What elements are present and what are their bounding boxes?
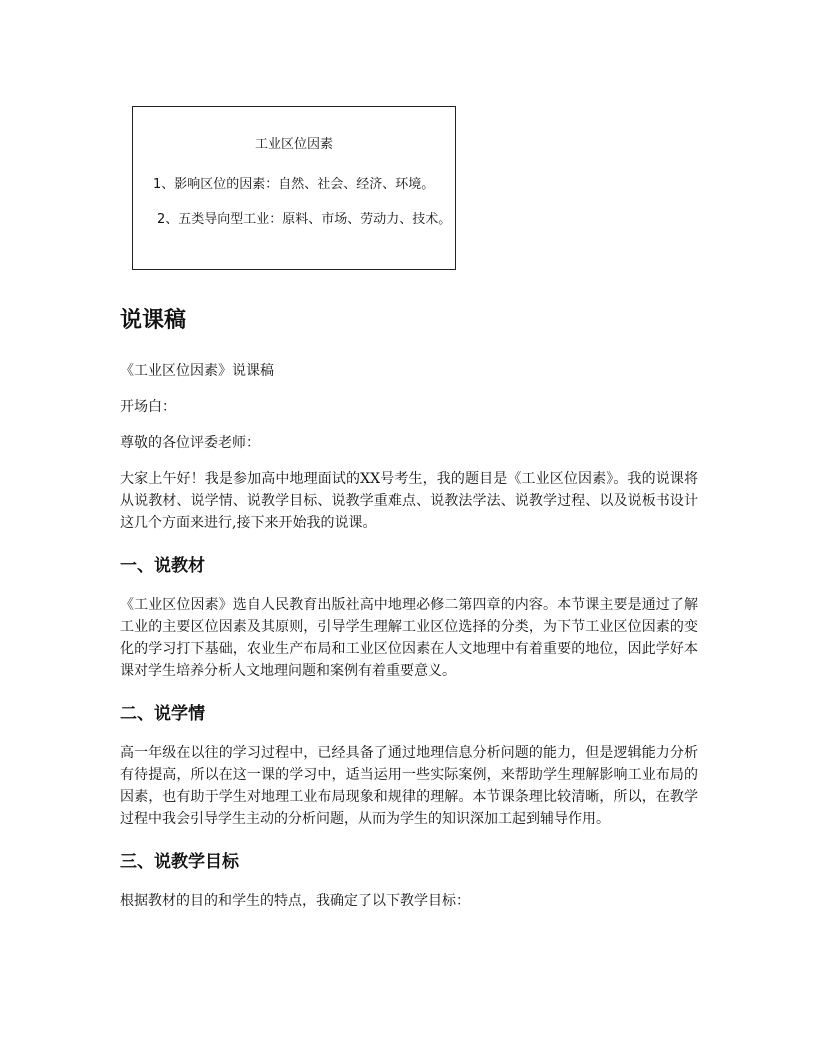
blackboard-design-box (132, 106, 456, 270)
opening-label: 开场白： (120, 399, 176, 415)
board-title: 工业区位因素 (254, 137, 333, 152)
document-body (120, 306, 698, 926)
board-line-industry-types: 2、五类导向型工业：原料、市场、劳动力、技术。 (157, 212, 452, 227)
document-subtitle: 《工业区位因素》说课稿 (120, 363, 274, 379)
section-heading-objectives: 三、说教学目标 (120, 852, 239, 872)
section-heading-students: 二、说学情 (120, 704, 205, 724)
section-heading-textbook: 一、说教材 (120, 556, 205, 576)
intro-paragraph: 大家上午好！我是参加高中地理面试的XX号考生，我的题目是《工业区位因素》。我的说课将从说教材、说学情、说教学目标、说教学重难点、说教法学法、说教学过程、以及说板书设计这几个方面来进行,接下来开始我的说课。 (120, 471, 698, 531)
section-body-textbook: 《工业区位因素》选自人民教育出版社高中地理必修二第四章的内容。本节课主要是通过了解工业的主要区位因素及其原则，引导学生理解工业区位选择的分类，为下节工业区位因素的变化的学习打下基础，农业生产布局和工业区位因素在人文地理中有着重要的地位，因此学好本课对学生培养分析人文地理问题和案例有着重要意义。 (120, 597, 698, 679)
section-body-students: 高一年级在以往的学习过程中，已经具备了通过地理信息分析问题的能力，但是逻辑能力分析有待提高，所以在这一课的学习中，适当运用一些实际案例，来帮助学生理解影响工业布局的因素，也有助于学生对地理工业布局现象和规律的理解。本节课条理比较清晰，所以，在教学过程中我会引导学生主动的分析问题，从而为学生的知识深加工起到辅导作用。 (120, 745, 698, 827)
greeting: 尊敬的各位评委老师： (120, 435, 260, 451)
board-line-factors: 1、影响区位的因素：自然、社会、经济、环境。 (153, 177, 435, 192)
section-body-objectives: 根据教材的目的和学生的特点，我确定了以下教学目标： (120, 893, 470, 909)
document-heading: 说课稿 (120, 308, 187, 333)
